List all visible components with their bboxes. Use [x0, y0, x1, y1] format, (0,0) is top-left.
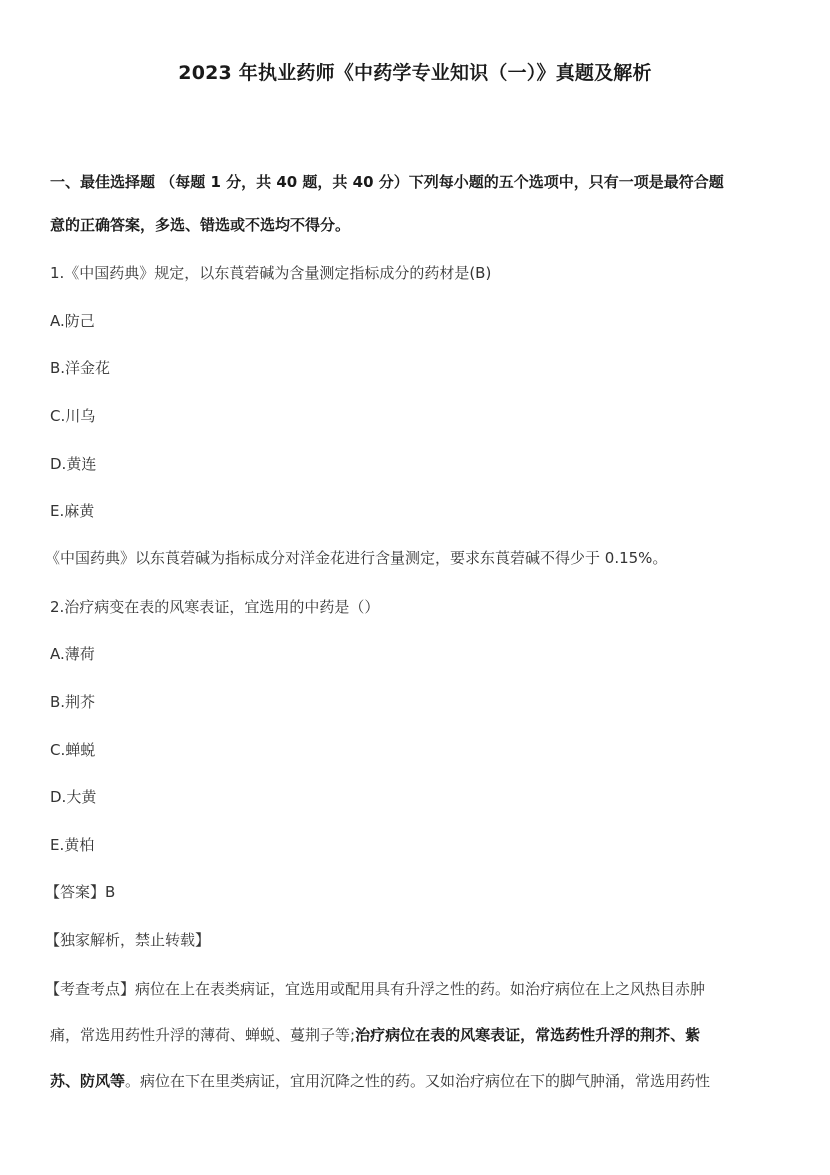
question-1-stem: 1.《中国药典》规定，以东莨菪碱为含量测定指标成分的药材是(B) [50, 264, 492, 282]
question-2-option-c: C.蝉蜕 [50, 741, 96, 759]
analysis-line-2-bold: 治疗病位在表的风寒表证，常选药性升浮的荆芥、紫 [355, 1026, 701, 1044]
question-2-option-d: D.大黄 [50, 788, 97, 806]
question-2-stem: 2.治疗病变在表的风寒表证，宜选用的中药是（） [50, 598, 380, 616]
question-2-option-e: E.黄柏 [50, 836, 95, 854]
question-1-option-a: A.防己 [50, 312, 95, 330]
analysis-line-3 [50, 1069, 710, 1093]
analysis-line-3-normal: 。病位在下在里类病证，宜用沉降之性的药。又如治疗病位在下的脚气肿涌，常选用药性 [125, 1072, 711, 1090]
analysis-line-1: 【考查考点】病位在上在表类病证，宜选用或配用具有升浮之性的药。如治疗病位在上之风热目赤肿 [45, 980, 706, 998]
question-1-option-b: B.洋金花 [50, 359, 111, 377]
question-2-option-a: A.薄荷 [50, 645, 95, 663]
question-1-explanation: 《中国药典》以东莨菪碱为指标成分对洋金花进行含量测定，要求东莨菪碱不得少于 0.15%。 [45, 549, 668, 567]
question-1-option-e: E.麻黄 [50, 502, 95, 520]
question-1-option-c: C.川乌 [50, 407, 96, 425]
document-title: 2023 年执业药师《中药学专业知识（一）》真题及解析 [178, 62, 652, 84]
question-2-notice: 【独家解析，禁止转载】 [45, 931, 211, 949]
question-1-option-d: D.黄连 [50, 455, 97, 473]
section-heading-line-2: 意的正确答案，多选、错选或不选均不得分。 [50, 216, 351, 234]
analysis-line-2-normal: 痛，常选用药性升浮的薄荷、蝉蜕、蔓荆子等; [50, 1026, 356, 1044]
section-heading-line-1: 一、最佳选择题 （每题 1 分，共 40 题，共 40 分）下列每小题的五个选项中，只有一项是最符合题 [50, 173, 724, 191]
analysis-line-3-bold: 苏、防风等 [50, 1072, 126, 1090]
analysis-line-2 [50, 1023, 700, 1047]
question-2-answer: 【答案】B [45, 883, 116, 901]
question-2-option-b: B.荆芥 [50, 693, 96, 711]
